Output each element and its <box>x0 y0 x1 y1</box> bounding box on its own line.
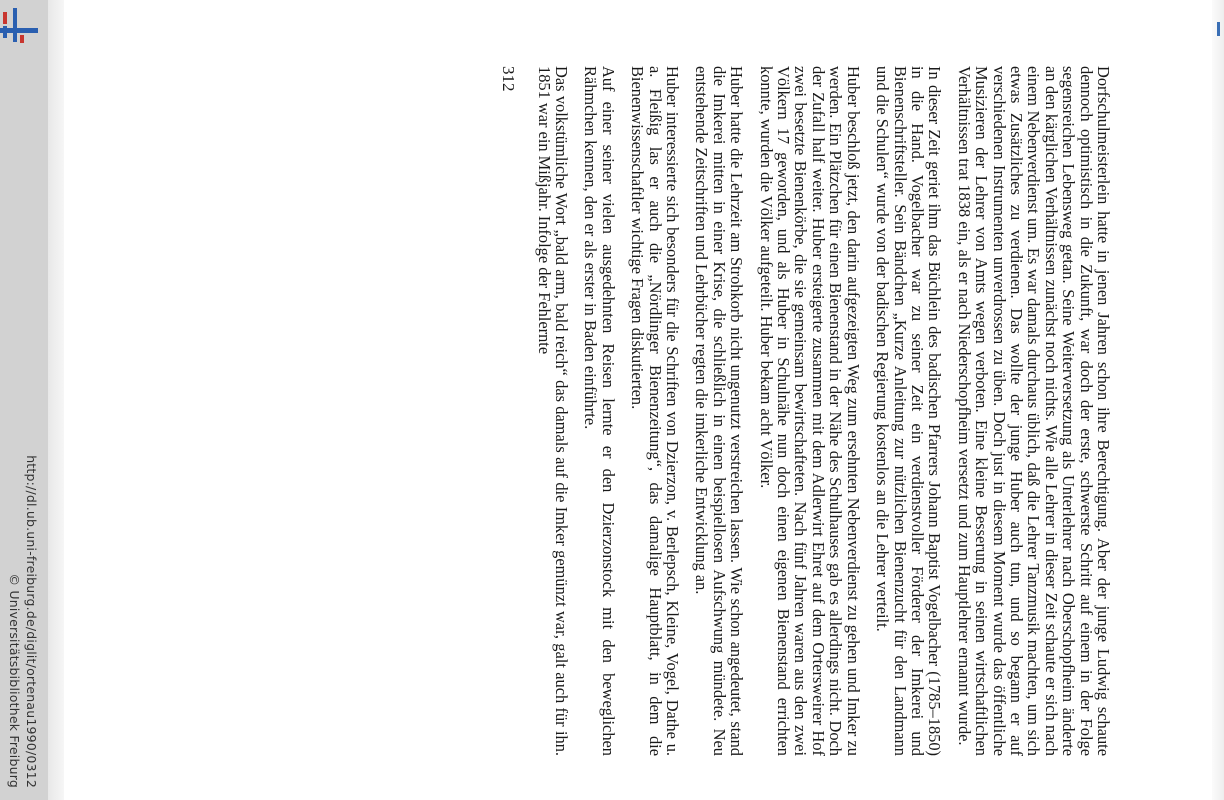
scan-edge-mark <box>1217 22 1220 36</box>
viewer-sidebar <box>0 0 48 800</box>
copyright-notice: © Universitätsbibliothek Freiburg <box>7 573 22 788</box>
page-number: 312 <box>499 66 519 92</box>
paragraph: Huber interessierte sich besonders für die Schriften von Dzierzon, v. Berlepsch, Kleine, Vogel, Dathe u. a. Fleißig las er auch die „Nördlinger Bienenzeitung“, das damalige Hauptblatt, in dem die Bienenwissenschaftler wichtige Fragen diskutierten. <box>628 66 683 756</box>
paragraph: In dieser Zeit geriet ihm das Büchlein des badischen Pfarrers Johann Baptist Vogelbacher (1785–1850) in die Hand. Vogelbacher war zu seiner Zeit ein verdienstvoller Förderer der Imkerei und Bienenschriftsteller. Sein Bändchen „Kurze Anleitung zur nützlichen Bienenzucht für den Landmann und die Schulen“ wurde von der badischen Regierung kostenlos an die Lehrer verteilt. <box>873 66 945 756</box>
paragraph: Dorfschulmeisterlein hatte in jenen Jahren schon ihre Berechtigung. Aber der junge Ludwig schaute dennoch optimistisch in die Zukunft, war doch der erste, schwerste Schritt auf einem in der Folge segensreichen Lebensweg getan. Seine Weiterversetzung als Unterlehrer nach Oberschopfheim änderte an den kärglichen Verhältnissen zunächst noch nichts. Wie alle Lehrer in dieser Zeit schaute er sich nach einem Nebenverdienst um. Es war damals durchaus üblich, daß die Lehrer Tanzmusik machten, um sich etwas Zusätzliches zu verdienen. Das wollte der junge Huber auch tun, und so begann er auf verschiedenen Instrumenten unverdrossen zu üben. Doch just in diesem Moment wurde das öffentliche Musizieren der Lehrer von Amts wegen verboten. Eine kleine Besserung in seinen wirtschaftlichen Verhältnissen trat 1838 ein, als er nach Niederschopfheim versetzt und zum Hauptlehrer ernannt wurde. <box>954 66 1113 756</box>
scan-margin-left <box>48 0 64 800</box>
ub-freiburg-logo-icon[interactable] <box>0 8 40 52</box>
page-text <box>500 66 1112 756</box>
paragraph: Auf einer seiner vielen ausgedehnten Reisen lernte er den Dzierzonstock mit den beweglichen Rähmchen kennen, den er als erster in Baden einführte. <box>581 66 618 756</box>
source-url-link[interactable]: http://dl.ub.uni-freiburg.de/diglit/ortenau1990/0312 <box>24 455 39 788</box>
paragraph: Das volkstümliche Wort „bald arm, bald reich“ das damals auf die Imker gemünzt war, galt auch für ihn. 1851 war ein Mißjahr. Infolge der Fehlernte <box>534 66 572 756</box>
scanned-page <box>112 34 1112 800</box>
paragraph: Huber beschloß jetzt, den darin aufgezeigten Weg zum ersehnten Nebenverdienst zu gehen und Imker zu werden. Ein Plätzchen für einen Bienenstand in der Nähe des Schulhauses gab es allerdings nicht. Doch der Zufall half weiter. Huber ersteigerte zusammen mit dem Adlerwirt Ehret auf dem Ortersweirer Hof zwei besetzte Bienenkörbe, die sie gemeinsam bewirtschafteten. Nach fünf Jahren waren aus den zwei Völkern 17 geworden, und als Huber in Schulnähe nun doch einen eigenen Bienenstand errichten konnte, wurden die Völker aufgeteilt. Huber bekam acht Völker. <box>756 66 863 756</box>
paragraph: Huber hatte die Lehrzeit am Strohkorb nicht ungenutzt verstreichen lassen. Wie schon angedeutet, stand die Imkerei mitten in einer Krise, die schließlich in einen beispiellosen Aufschwung mündete. Neu entstehende Zeitschriften und Lehrbücher regten die imkerliche Entwicklung an. <box>692 66 747 756</box>
scan-margin-right <box>1212 0 1224 800</box>
